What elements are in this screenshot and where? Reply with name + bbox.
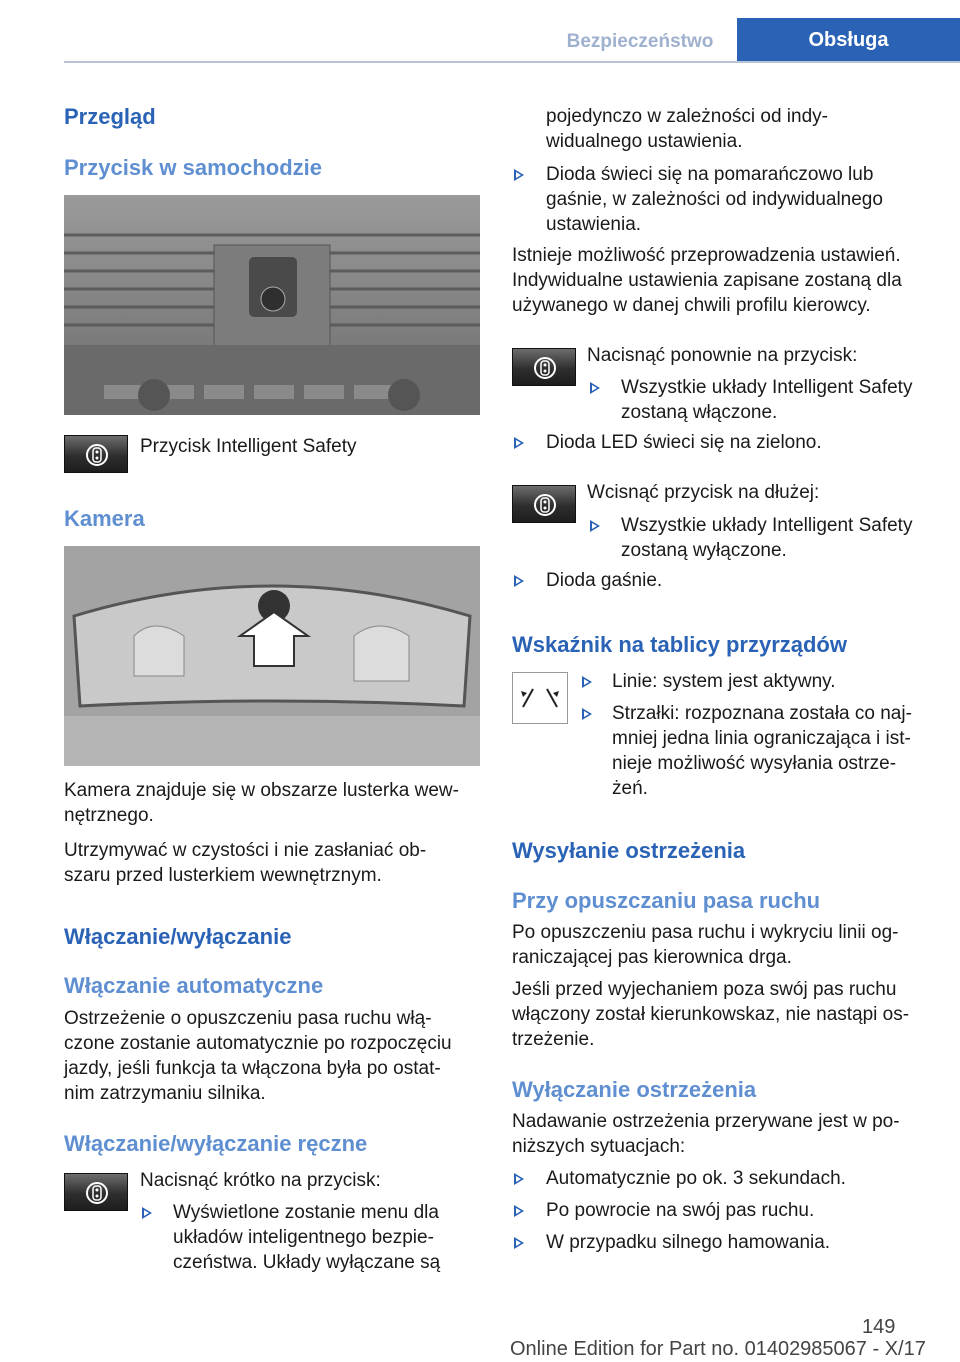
manual-press-text: Nacisnąć krótko na przycisk: [140, 1170, 381, 1191]
off-bullet-3: W przypadku silnego hamowania. [546, 1232, 831, 1253]
intelligent-safety-button-icon [64, 435, 128, 473]
camera-heading: Kamera [64, 506, 145, 531]
auto-on-paragraph: Ostrzeżenie o opuszczeniu pasa ruchu włą‐ czone zostanie automatycznie po rozpoczęciu jazdy, jeśli funkcja ta włączona była po ostat‐ nim zatrzymaniu silnika. [64, 1008, 452, 1104]
off-bullet-2: Po powrocie na swój pas ruchu. [546, 1200, 815, 1221]
camera-photo [64, 546, 480, 766]
settings-paragraph: Istnieje możliwość przeprowadzenia ustawień. Indywidualne ustawienia zapisane zostaną dla używanego w danej chwili profilu kierowcy. [512, 245, 902, 316]
warning-heading: Wysyłanie ostrzeżenia [512, 838, 746, 863]
bullet-icon [582, 708, 592, 720]
intelligent-safety-button-icon [512, 485, 576, 523]
camera-paragraph-1: Kamera znajduje się w obszarze lusterka wew‐ nętrznego. [64, 780, 459, 826]
bullet-icon [590, 520, 600, 532]
bullet-icon [590, 382, 600, 394]
long-press-text: Wcisnąć przycisk na dłużej: [587, 482, 820, 503]
lines-bullet: Linie: system jest aktywny. [612, 671, 836, 692]
leave-lane-heading: Przy opuszczaniu pasa ruchu [512, 888, 821, 913]
button-in-car-heading: Przycisk w samochodzie [64, 155, 322, 180]
led-off-bullet: Dioda gaśnie. [546, 570, 663, 591]
onoff-heading: Włączanie/wyłączanie [64, 924, 292, 949]
overview-heading: Przegląd [64, 104, 156, 129]
camera-paragraph-2: Utrzymywać w czystości i nie zasłaniać ob‐ szaru przed lusterkiem wewnętrznym. [64, 840, 427, 886]
tab-obsluga[interactable]: Obsługa [737, 18, 960, 62]
bullet-icon [514, 437, 524, 449]
intelligent-safety-button-icon [64, 1173, 128, 1211]
warning-off-paragraph: Nadawanie ostrzeżenia przerywane jest w po‐ niższych sytuacjach: [512, 1111, 900, 1157]
off-bullet-1: Automatycznie po ok. 3 sekundach. [546, 1168, 846, 1189]
button-caption: Przycisk Intelligent Safety [140, 436, 357, 457]
bullet-icon [142, 1207, 152, 1219]
intelligent-safety-button-icon [512, 348, 576, 386]
blinker-paragraph: Jeśli przed wyjechaniem poza swój pas ruchu włączony został kierunkowskaz, nie nastąpi os‐ trzeżenie. [512, 979, 910, 1050]
all-off-bullet: Wszystkie układy Intelligent Safety zostaną wyłączone. [621, 515, 913, 561]
indicator-heading: Wskaźnik na tablicy przyrządów [512, 632, 847, 657]
dashboard-photo [64, 195, 480, 415]
header-divider [64, 61, 960, 63]
bullet-icon [514, 1173, 524, 1185]
leave-lane-paragraph: Po opuszczeniu pasa ruchu i wykryciu linii og‐ raniczającej pas kierownica drga. [512, 922, 899, 968]
bullet-icon [514, 575, 524, 587]
manual-bullet-1: Wyświetlone zostanie menu dla układów inteligentnego bezpie‐ czeństwa. Układy wyłączane są [173, 1202, 441, 1273]
arrows-bullet: Strzałki: rozpoznana została co naj‐ mniej jedna linia ograniczająca i ist‐ nieje możliwość wysyłania ostrze‐ żeń. [612, 703, 912, 799]
tab-bezpieczenstwo[interactable]: Bezpieczeństwo [566, 31, 714, 52]
bullet-icon [582, 676, 592, 688]
auto-on-heading: Włączanie automatyczne [64, 973, 324, 998]
all-on-bullet: Wszystkie układy Intelligent Safety zostaną włączone. [621, 377, 913, 423]
bullet-icon [514, 1237, 524, 1249]
continued-bullet: pojedynczo w zależności od indy‐ widualnego ustawienia. [546, 106, 828, 152]
press-again-text: Nacisnąć ponownie na przycisk: [587, 345, 858, 366]
edition-footer: Online Edition for Part no. 01402985067 - X/17 [510, 1338, 926, 1360]
bullet-icon [514, 1205, 524, 1217]
led-green-bullet: Dioda LED świeci się na zielono. [546, 432, 822, 453]
manual-heading: Włączanie/wyłączanie ręczne [64, 1131, 368, 1156]
bullet-icon [514, 169, 524, 181]
lane-lines-indicator-icon [512, 672, 568, 724]
warning-off-heading: Wyłączanie ostrzeżenia [512, 1077, 757, 1102]
orange-led-bullet: Dioda świeci się na pomarańczowo lub gaśnie, w zależności od indywidualnego ustawienia. [546, 164, 883, 235]
page-number: 149 [862, 1316, 896, 1338]
